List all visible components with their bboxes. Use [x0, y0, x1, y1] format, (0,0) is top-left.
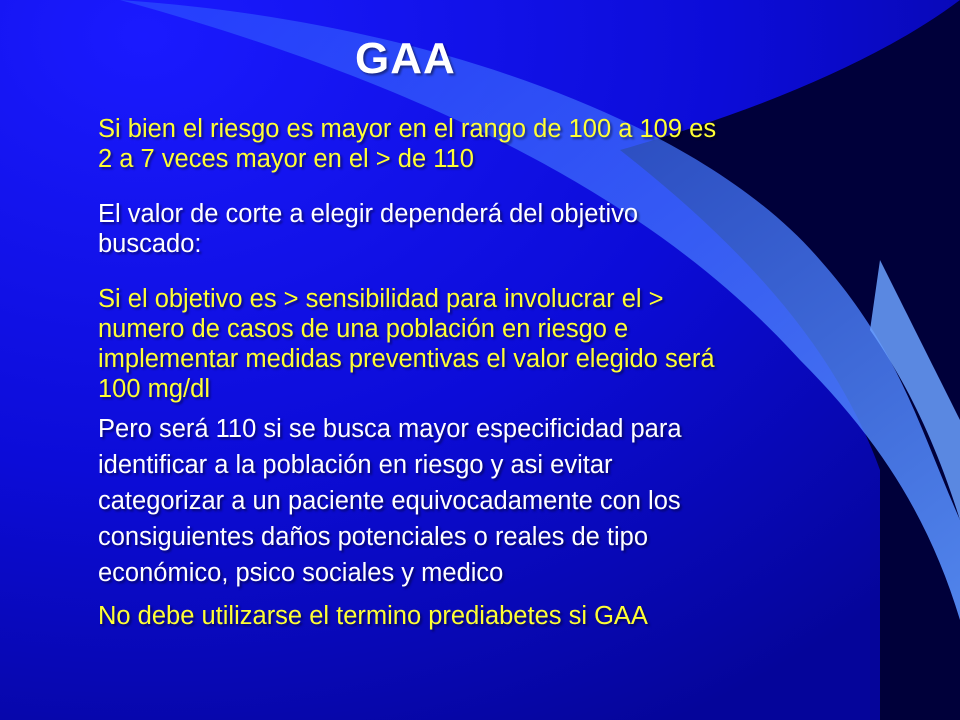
text-line: Si bien el riesgo es mayor en el rango de 100 a 109 es — [98, 115, 717, 143]
paragraph-prediabetes-note — [98, 601, 888, 631]
text-line: identificar a la población en riesgo y asi evitar — [98, 451, 613, 479]
paragraph-risk-range — [98, 114, 888, 174]
text-line: económico, psico sociales y medico — [98, 559, 504, 587]
text-line: consiguientes daños potenciales o reales de tipo — [98, 523, 649, 551]
text-line: implementar medidas preventivas el valor elegido será — [98, 345, 715, 373]
paragraph-specificity — [98, 411, 888, 591]
text-line: 100 mg/dl — [98, 375, 210, 403]
text-line: categorizar a un paciente equivocadamente con los — [98, 487, 681, 515]
paragraph-sensitivity — [98, 284, 888, 404]
text-line: No debe utilizarse el termino prediabetes si GAA — [98, 602, 648, 630]
text-line: buscado: — [98, 230, 202, 258]
slide-title: GAA — [355, 34, 456, 83]
paragraph-cutoff — [98, 199, 888, 259]
text-line: El valor de corte a elegir dependerá del objetivo — [98, 200, 639, 228]
text-line: 2 a 7 veces mayor en el > de 110 — [98, 145, 474, 173]
text-line: Pero será 110 si se busca mayor especificidad para — [98, 415, 682, 443]
text-line: Si el objetivo es > sensibilidad para involucrar el > — [98, 285, 664, 313]
text-line: numero de casos de una población en riesgo e — [98, 315, 629, 343]
